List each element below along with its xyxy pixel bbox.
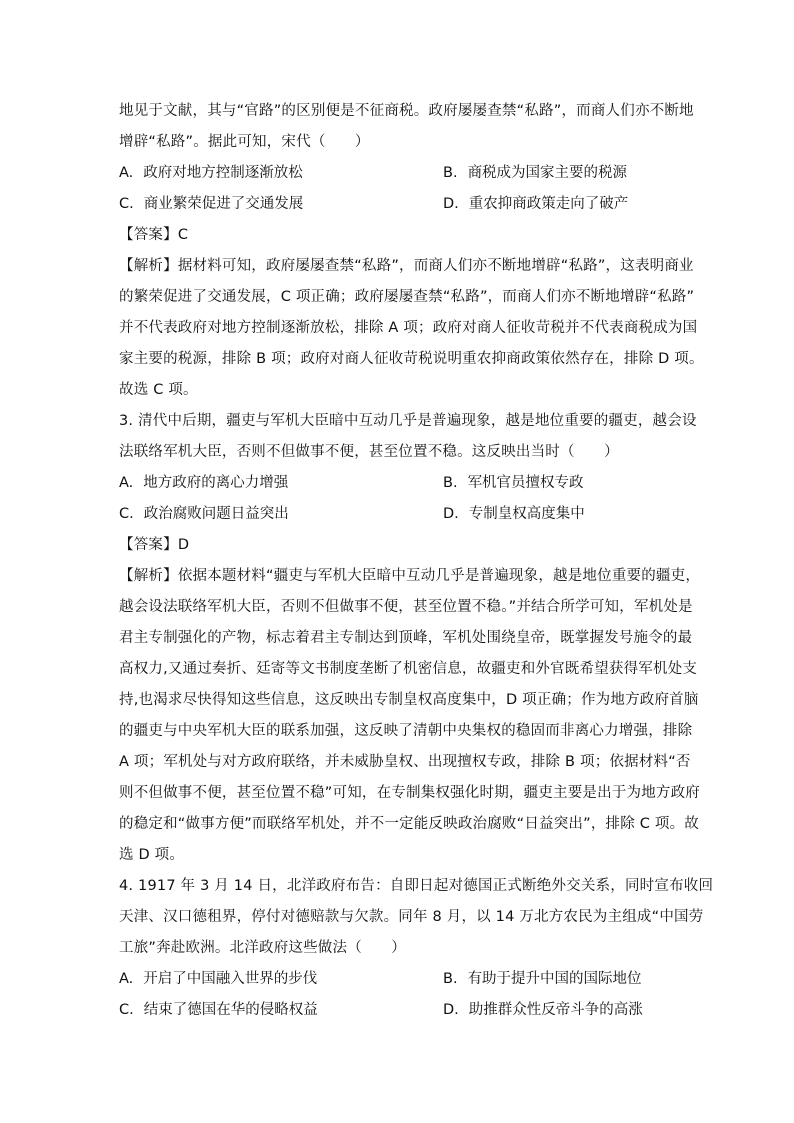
- question-stem-line: 3. 清代中后期，疆吏与军机大臣暗中互动几乎是普遍现象，越是地位重要的疆吏，越会设: [119, 413, 697, 429]
- analysis-line: 的繁荣促进了交通发展，C 项正确；政府屡屡查禁“私路”，而商人们亦不断地增辟“私路”: [119, 289, 695, 305]
- question-stem-line: 天津、汉口德租界，停付对德赔款与欠款。同年 8 月，以 14 万北方农民为主组成“中国劳: [119, 909, 704, 925]
- analysis-line: 高权力,又通过奏折、廷寄等文书制度垄断了机密信息，故疆吏和外官既希望获得军机处支: [119, 661, 698, 677]
- option-c: C. 政治腐败问题日益突出: [119, 506, 289, 522]
- answer: [119, 220, 675, 251]
- analysis-line: 家主要的税源，排除 B 项；政府对商人征收苛税说明重农抑商政策依然存在，排除 D 项。: [119, 351, 704, 367]
- analysis-line: 持,也渴求尽快得知这些信息，这反映出专制皇权高度集中，D 项正确；作为地方政府首脑: [119, 692, 699, 708]
- answer-value: D: [177, 537, 190, 553]
- option-b: B. 商税成为国家主要的税源: [443, 165, 628, 181]
- analysis-line: 的稳定和“做事方便”而联络军机处，并不一定能反映政治腐败“日益突出”，排除 C 项。故: [119, 816, 699, 832]
- option-b: B. 有助于提升中国的国际地位: [443, 971, 642, 987]
- analysis-label: 【解析】: [119, 258, 178, 274]
- option-c: C. 结束了德国在华的侵略权益: [119, 1002, 318, 1018]
- analysis-line: 君主专制强化的产物，标志着君主专制达到顶峰，军机处围绕皇帝，既掌握发号施令的最: [119, 630, 693, 646]
- analysis-label: 【解析】: [119, 568, 178, 584]
- answer-label: 【答案】: [119, 537, 178, 553]
- question-stem-line: 法联络军机大臣，否则不但做事不便，甚至位置不稳。这反映出当时（ ）: [119, 444, 619, 460]
- analysis-line: A 项；军机处与对方政府联络，并未威胁皇权、出现擅权专政，排除 B 项；依据材料“否: [119, 754, 691, 770]
- question-3: [119, 406, 701, 871]
- answer-value: C: [177, 227, 189, 243]
- option-a: A. 开启了中国融入世界的步伐: [119, 971, 318, 987]
- option-d: D. 专制皇权高度集中: [443, 506, 585, 522]
- question-stem-line: 4. 1917 年 3 月 14 日，北洋政府布告：自即日起对德国正式断绝外交关系，同时宣布收回: [119, 878, 714, 894]
- analysis-line: 则不但做事不便，甚至位置不稳”可知，在专制集权强化时期，疆吏主要是出于为地方政府: [119, 785, 701, 801]
- option-a: A. 政府对地方控制逐渐放松: [119, 165, 303, 181]
- option-row: [119, 468, 675, 499]
- answer-label: 【答案】: [119, 227, 178, 243]
- option-a: A. 地方政府的离心力增强: [119, 475, 289, 491]
- question-4: [119, 871, 714, 1026]
- analysis-line: 【解析】依据本题材料“疆吏与军机大臣暗中互动几乎是普遍现象，越是地位重要的疆吏，: [119, 568, 701, 584]
- option-row: [119, 158, 675, 189]
- analysis-line: 越会设法联络军机大臣，否则不但做事不便，甚至位置不稳。”并结合所学可知，军机处是: [119, 599, 693, 615]
- document-page: [119, 96, 714, 1026]
- analysis-line: 故选 C 项。: [119, 382, 198, 398]
- option-d: D. 重农抑商政策走向了破产: [443, 196, 629, 212]
- question-stem-line: 增辟“私路”。据此可知，宋代（ ）: [119, 134, 370, 150]
- question-stem-line: 工旅”奔赴欧洲。北洋政府这些做法（ ）: [119, 940, 407, 956]
- option-row: [119, 964, 675, 995]
- option-b: B. 军机官员擅权专政: [443, 475, 584, 491]
- analysis-line: 选 D 项。: [119, 847, 185, 863]
- question-2: [119, 96, 704, 406]
- question-stem-line: 地见于文献，其与“官路”的区别便是不征商税。政府屡屡查禁“私路”，而商人们亦不断地: [119, 103, 694, 119]
- analysis-line: 并不代表政府对地方控制逐渐放松，排除 A 项；政府对商人征收苛税并不代表商税成为国: [119, 320, 698, 336]
- option-row: [119, 189, 675, 220]
- option-row: [119, 499, 675, 530]
- answer: [119, 530, 675, 561]
- option-row: [119, 995, 675, 1026]
- analysis-line: 的疆吏与中央军机大臣的联系加强，这反映了清朝中央集权的稳固而非离心力增强，排除: [119, 723, 693, 739]
- option-c: C. 商业繁荣促进了交通发展: [119, 196, 304, 212]
- analysis-line: 【解析】据材料可知，政府屡屡查禁“私路”，而商人们亦不断地增辟“私路”，这表明商业: [119, 258, 694, 274]
- option-d: D. 助推群众性反帝斗争的高涨: [443, 1002, 643, 1018]
